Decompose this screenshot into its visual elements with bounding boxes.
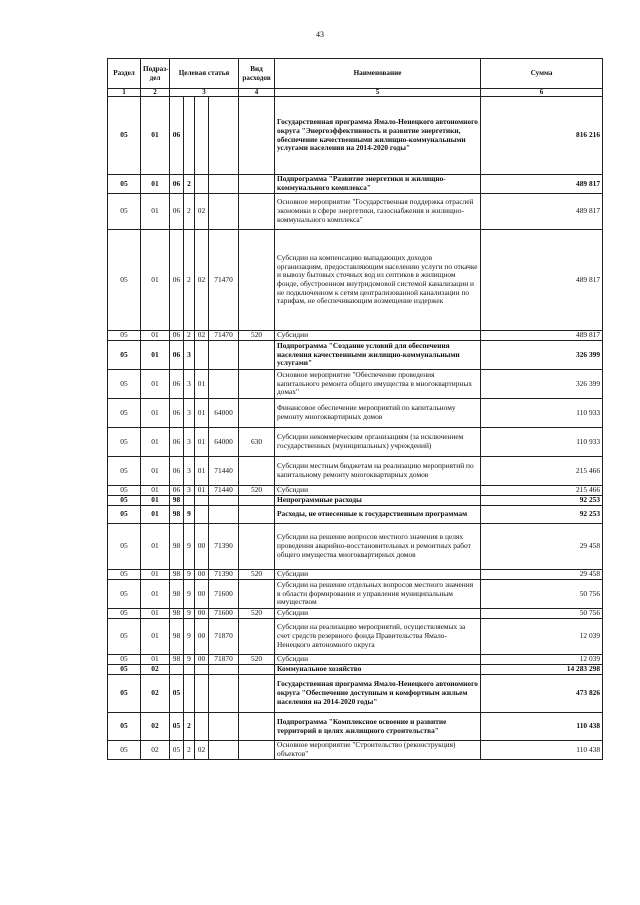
cell-target-measure	[195, 506, 209, 524]
cell-target-subprogram: 3	[184, 457, 195, 486]
cell-target-measure: 02	[195, 230, 209, 331]
table-row	[108, 486, 603, 496]
cell-target-program: 06	[170, 341, 184, 370]
header-expense-type: Вид расходов	[239, 59, 275, 89]
cell-amount: 92 253	[481, 496, 603, 506]
cell-name: Субсидии	[275, 331, 481, 341]
cell-target-program: 06	[170, 331, 184, 341]
column-number: 3	[170, 89, 239, 97]
cell-target-program: 06	[170, 194, 184, 230]
cell-target-subprogram: 9	[184, 609, 195, 619]
table-row	[108, 341, 603, 370]
cell-target-direction	[209, 370, 239, 399]
cell-target-subprogram: 9	[184, 580, 195, 609]
table-row	[108, 580, 603, 609]
cell-name: Субсидии	[275, 570, 481, 580]
cell-amount: 110 438	[481, 741, 603, 760]
header-target-article: Целевая статья	[170, 59, 239, 89]
cell-amount: 215 466	[481, 486, 603, 496]
cell-target-direction: 71470	[209, 230, 239, 331]
cell-target-measure	[195, 496, 209, 506]
cell-amount: 110 933	[481, 428, 603, 457]
cell-amount: 326 399	[481, 341, 603, 370]
header-sum: Сумма	[481, 59, 603, 89]
cell-name: Субсидии	[275, 609, 481, 619]
table-row	[108, 194, 603, 230]
cell-amount: 50 756	[481, 609, 603, 619]
cell-section: 05	[108, 496, 141, 506]
table-row	[108, 675, 603, 713]
column-number: 6	[481, 89, 603, 97]
cell-target-measure	[195, 713, 209, 741]
cell-target-direction	[209, 341, 239, 370]
cell-target-program: 06	[170, 230, 184, 331]
cell-target-measure: 02	[195, 331, 209, 341]
cell-target-measure: 00	[195, 619, 209, 655]
table-row	[108, 570, 603, 580]
table-row	[108, 399, 603, 428]
cell-name: Коммунальное хозяйство	[275, 665, 481, 675]
cell-target-subprogram	[184, 97, 195, 175]
cell-target-direction: 71870	[209, 655, 239, 665]
cell-target-program: 98	[170, 496, 184, 506]
cell-target-measure	[195, 665, 209, 675]
header-subsection: Подраз- дел	[141, 59, 170, 89]
cell-target-direction	[209, 675, 239, 713]
cell-name: Субсидии на реализацию мероприятий, осуществляемых за счет средств резервного фонда Правительства Ямало-Ненецкого автономного округа	[275, 619, 481, 655]
cell-name: Субсидии местным бюджетам на реализацию мероприятий по капитальному ремонту многоквартирных домов	[275, 457, 481, 486]
cell-subsection: 01	[141, 230, 170, 331]
cell-amount: 489 817	[481, 331, 603, 341]
cell-subsection: 01	[141, 580, 170, 609]
cell-subsection: 02	[141, 665, 170, 675]
cell-target-subprogram: 9	[184, 570, 195, 580]
table-row	[108, 428, 603, 457]
cell-subsection: 01	[141, 428, 170, 457]
cell-target-measure: 01	[195, 399, 209, 428]
cell-target-measure: 00	[195, 570, 209, 580]
cell-expense-type: 520	[239, 331, 275, 341]
cell-section: 05	[108, 341, 141, 370]
cell-target-subprogram	[184, 665, 195, 675]
cell-target-subprogram: 3	[184, 486, 195, 496]
cell-target-direction: 71440	[209, 486, 239, 496]
cell-target-measure	[195, 675, 209, 713]
cell-amount: 489 817	[481, 175, 603, 194]
cell-expense-type	[239, 713, 275, 741]
cell-expense-type	[239, 506, 275, 524]
cell-subsection: 01	[141, 341, 170, 370]
table-row	[108, 175, 603, 194]
cell-amount: 50 756	[481, 580, 603, 609]
cell-target-measure: 02	[195, 194, 209, 230]
cell-target-measure: 01	[195, 428, 209, 457]
cell-expense-type: 630	[239, 428, 275, 457]
cell-name: Субсидии на компенсацию выпадающих доходов организациям, предоставляющим населению услуги по откачке и вывозу бытовых сточных вод из септиков в жилищном фонде, обустроенном внутридомовой системой канализации и не подключенном к сетям централизованной канализации по тарифам, не обеспечивающим возмещение издержек	[275, 230, 481, 331]
page-number: 43	[316, 30, 324, 39]
cell-target-subprogram: 3	[184, 370, 195, 399]
table-row	[108, 370, 603, 399]
cell-target-direction	[209, 506, 239, 524]
cell-amount: 110 438	[481, 713, 603, 741]
cell-target-subprogram	[184, 675, 195, 713]
cell-target-subprogram: 9	[184, 524, 195, 570]
column-number: 4	[239, 89, 275, 97]
cell-target-program: 06	[170, 399, 184, 428]
cell-amount: 110 933	[481, 399, 603, 428]
cell-amount: 326 399	[481, 370, 603, 399]
cell-name: Непрограммные расходы	[275, 496, 481, 506]
cell-amount: 29 458	[481, 570, 603, 580]
cell-amount: 489 817	[481, 194, 603, 230]
cell-name: Субсидии на решение отдельных вопросов местного значения в области формирования и управления муниципальным имуществом	[275, 580, 481, 609]
cell-expense-type: 520	[239, 486, 275, 496]
cell-target-direction	[209, 741, 239, 760]
table-row	[108, 506, 603, 524]
cell-subsection: 01	[141, 97, 170, 175]
cell-name: Финансовое обеспечение мероприятий по капитальному ремонту многоквартирных домов	[275, 399, 481, 428]
cell-target-direction: 71870	[209, 619, 239, 655]
cell-section: 05	[108, 609, 141, 619]
cell-subsection: 02	[141, 741, 170, 760]
cell-expense-type	[239, 675, 275, 713]
cell-name: Субсидии некоммерческим организациям (за исключением государственных (муниципальных) учреждений)	[275, 428, 481, 457]
cell-target-subprogram: 2	[184, 331, 195, 341]
cell-target-direction	[209, 713, 239, 741]
cell-expense-type	[239, 370, 275, 399]
cell-section: 05	[108, 655, 141, 665]
cell-expense-type	[239, 230, 275, 331]
cell-target-direction: 71390	[209, 524, 239, 570]
cell-amount: 12 039	[481, 619, 603, 655]
table-row	[108, 655, 603, 665]
cell-target-direction	[209, 97, 239, 175]
cell-target-direction	[209, 175, 239, 194]
cell-target-subprogram: 9	[184, 506, 195, 524]
cell-target-program: 98	[170, 570, 184, 580]
cell-subsection: 01	[141, 370, 170, 399]
cell-section: 05	[108, 331, 141, 341]
cell-name: Субсидии на решение вопросов местного значения в целях проведения аварийно-восстановительных и ремонтных работ общего имущества многоквартирных домов	[275, 524, 481, 570]
cell-target-measure	[195, 175, 209, 194]
cell-target-subprogram: 2	[184, 741, 195, 760]
cell-name: Основное мероприятие "Строительство (реконструкция) объектов"	[275, 741, 481, 760]
cell-expense-type	[239, 175, 275, 194]
cell-section: 05	[108, 230, 141, 331]
cell-target-subprogram: 2	[184, 713, 195, 741]
cell-expense-type: 520	[239, 609, 275, 619]
cell-name: Подпрограмма "Создание условий для обеспечения населения качественными жилищно-коммунальными услугами"	[275, 341, 481, 370]
cell-amount: 92 253	[481, 506, 603, 524]
cell-section: 05	[108, 713, 141, 741]
cell-expense-type: 520	[239, 570, 275, 580]
cell-target-program: 06	[170, 457, 184, 486]
cell-target-program: 05	[170, 713, 184, 741]
cell-subsection: 01	[141, 609, 170, 619]
cell-amount: 14 283 298	[481, 665, 603, 675]
cell-subsection: 01	[141, 496, 170, 506]
cell-name: Государственная программа Ямало-Ненецкого автономного округа "Обеспечение доступным и комфортным жильем населения на 2014-2020 годы"	[275, 675, 481, 713]
cell-name: Субсидии	[275, 655, 481, 665]
cell-target-subprogram: 2	[184, 194, 195, 230]
cell-subsection: 01	[141, 331, 170, 341]
cell-section: 05	[108, 97, 141, 175]
cell-subsection: 02	[141, 713, 170, 741]
cell-expense-type	[239, 399, 275, 428]
cell-target-program: 98	[170, 506, 184, 524]
cell-subsection: 01	[141, 619, 170, 655]
cell-name: Основное мероприятие "Обеспечение проведения капитального ремонта общего имущества в многоквартирных домах"	[275, 370, 481, 399]
cell-section: 05	[108, 741, 141, 760]
cell-target-direction: 64000	[209, 399, 239, 428]
cell-section: 05	[108, 486, 141, 496]
cell-target-program: 98	[170, 619, 184, 655]
cell-target-program: 98	[170, 609, 184, 619]
column-number: 2	[141, 89, 170, 97]
cell-target-subprogram: 2	[184, 175, 195, 194]
cell-amount: 489 817	[481, 230, 603, 331]
cell-target-program: 06	[170, 370, 184, 399]
cell-amount: 215 466	[481, 457, 603, 486]
cell-target-program: 06	[170, 175, 184, 194]
cell-amount: 29 458	[481, 524, 603, 570]
cell-target-program: 05	[170, 675, 184, 713]
table-row	[108, 713, 603, 741]
column-number: 5	[275, 89, 481, 97]
cell-section: 05	[108, 506, 141, 524]
cell-subsection: 01	[141, 399, 170, 428]
cell-target-measure: 00	[195, 655, 209, 665]
cell-section: 05	[108, 457, 141, 486]
cell-section: 05	[108, 175, 141, 194]
cell-expense-type	[239, 524, 275, 570]
cell-target-subprogram	[184, 496, 195, 506]
cell-section: 05	[108, 399, 141, 428]
cell-target-direction	[209, 496, 239, 506]
table-row	[108, 619, 603, 655]
cell-target-program: 98	[170, 655, 184, 665]
cell-amount: 12 039	[481, 655, 603, 665]
cell-expense-type	[239, 97, 275, 175]
cell-expense-type	[239, 665, 275, 675]
cell-target-program: 06	[170, 486, 184, 496]
table-row	[108, 609, 603, 619]
cell-expense-type	[239, 341, 275, 370]
cell-target-measure	[195, 341, 209, 370]
cell-target-direction: 64000	[209, 428, 239, 457]
cell-name: Субсидии	[275, 486, 481, 496]
cell-target-program: 98	[170, 524, 184, 570]
cell-section: 05	[108, 580, 141, 609]
cell-target-direction	[209, 665, 239, 675]
cell-subsection: 01	[141, 194, 170, 230]
cell-target-measure: 00	[195, 609, 209, 619]
table-row	[108, 665, 603, 675]
cell-target-subprogram: 3	[184, 399, 195, 428]
cell-expense-type	[239, 741, 275, 760]
cell-target-program: 05	[170, 741, 184, 760]
cell-target-measure: 01	[195, 457, 209, 486]
cell-section: 05	[108, 524, 141, 570]
cell-subsection: 01	[141, 506, 170, 524]
cell-target-program: 06	[170, 97, 184, 175]
cell-subsection: 01	[141, 175, 170, 194]
cell-target-subprogram: 3	[184, 341, 195, 370]
budget-table	[107, 58, 603, 760]
cell-name: Государственная программа Ямало-Ненецкого автономного округа "Энергоэффективность и развитие энергетики, обеспечение качественными жилищно-коммунальными услугами населения на 2014-2020 годы"	[275, 97, 481, 175]
cell-expense-type	[239, 194, 275, 230]
cell-target-program: 06	[170, 428, 184, 457]
cell-target-measure: 00	[195, 524, 209, 570]
cell-section: 05	[108, 675, 141, 713]
cell-target-measure: 00	[195, 580, 209, 609]
cell-subsection: 02	[141, 675, 170, 713]
table-row	[108, 97, 603, 175]
cell-target-direction: 71440	[209, 457, 239, 486]
cell-target-subprogram: 2	[184, 230, 195, 331]
cell-subsection: 01	[141, 570, 170, 580]
cell-name: Подпрограмма "Комплексное освоение и развитие территорий в целях жилищного строительства"	[275, 713, 481, 741]
cell-name: Подпрограмма "Развитие энергетики и жилищно-коммунального комплекса"	[275, 175, 481, 194]
column-number: 1	[108, 89, 141, 97]
cell-target-direction: 71390	[209, 570, 239, 580]
table-row	[108, 496, 603, 506]
cell-target-subprogram: 9	[184, 655, 195, 665]
cell-target-direction	[209, 194, 239, 230]
cell-name: Расходы, не отнесенные к государственным программам	[275, 506, 481, 524]
cell-expense-type	[239, 457, 275, 486]
cell-section: 05	[108, 570, 141, 580]
cell-target-measure: 01	[195, 486, 209, 496]
cell-target-subprogram: 3	[184, 428, 195, 457]
cell-section: 05	[108, 619, 141, 655]
table-row	[108, 230, 603, 331]
cell-section: 05	[108, 428, 141, 457]
table-row	[108, 741, 603, 760]
cell-target-program: 98	[170, 580, 184, 609]
cell-target-measure: 01	[195, 370, 209, 399]
cell-expense-type: 520	[239, 655, 275, 665]
cell-amount: 816 216	[481, 97, 603, 175]
table-row	[108, 457, 603, 486]
header-section: Раздел	[108, 59, 141, 89]
cell-target-program	[170, 665, 184, 675]
cell-section: 05	[108, 665, 141, 675]
cell-subsection: 01	[141, 486, 170, 496]
cell-target-subprogram: 9	[184, 619, 195, 655]
cell-expense-type	[239, 496, 275, 506]
table-row	[108, 524, 603, 570]
cell-target-direction: 71600	[209, 609, 239, 619]
cell-target-direction: 71600	[209, 580, 239, 609]
cell-target-measure	[195, 97, 209, 175]
cell-name: Основное мероприятие "Государственная поддержка отраслей экономики в сфере энергетики, газоснабжения и жилищно-коммунального комплекса"	[275, 194, 481, 230]
cell-subsection: 01	[141, 655, 170, 665]
header-name: Наименование	[275, 59, 481, 89]
cell-section: 05	[108, 194, 141, 230]
cell-subsection: 01	[141, 457, 170, 486]
cell-subsection: 01	[141, 524, 170, 570]
cell-section: 05	[108, 370, 141, 399]
cell-target-direction: 71470	[209, 331, 239, 341]
cell-target-measure: 02	[195, 741, 209, 760]
table-row	[108, 331, 603, 341]
cell-expense-type	[239, 619, 275, 655]
cell-amount: 473 826	[481, 675, 603, 713]
cell-expense-type	[239, 580, 275, 609]
